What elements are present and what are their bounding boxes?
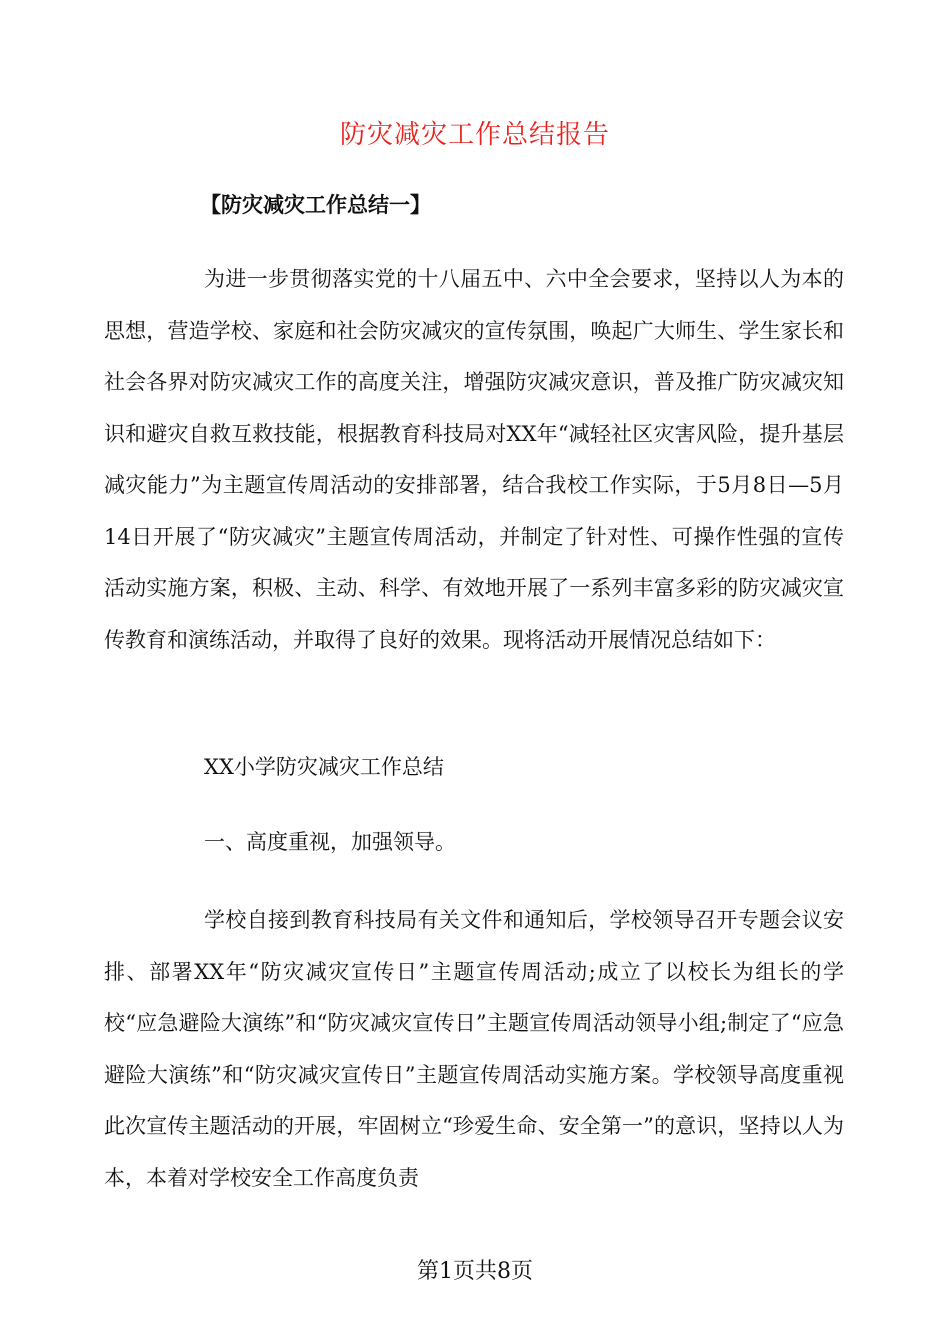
document-title: 防灾减灾工作总结报告 (339, 120, 610, 150)
subtitle: XX小学防灾减灾工作总结 (204, 755, 444, 779)
intro-paragraph: 为进一步贯彻落实党的十八届五中、六中全会要求，坚持以人为本的思想，营造学校、家庭和社会防灾减灾的宣传氛围，唤起广大师生、学生家长和社会各界对防灾减灾工作的高度关注，增强防灾减灾意识，普及推广防灾减灾知识和避灾自救互救技能，根据教育科技局对XX年“减轻社区灾害风险，提升基层减灾能力”为主题宣传周活动的安排部署，结合我校工作实际，于5月8日—5月14日开展了“防灾减灾”主题宣传周活动，并制定了针对性、可操作性强的宣传活动实施方案，积极、主动、科学、有效地开展了一系列丰富多彩的防灾减灾宣传教育和演练活动，并取得了良好的效果。现将活动开展情况总结如下： (104, 267, 844, 652)
point-one-heading: 一、高度重视，加强领导。 (204, 830, 456, 854)
point-one-paragraph: 学校自接到教育科技局有关文件和通知后，学校领导召开专题会议安排、部署XX年“防灾减灾宣传日”主题宣传周活动;成立了以校长为组长的学校“应急避险大演练”和“防灾减灾宣传日”主题宣传周活动领导小组;制定了“应急避险大演练”和“防灾减灾宣传日”主题宣传周活动实施方案。学校领导高度重视此次宣传主题活动的开展，牢固树立“珍爱生命、安全第一”的意识，坚持以人为本，本着对学校安全工作高度负责 (104, 908, 844, 1190)
page-indicator: 第1页共8页 (417, 1259, 533, 1284)
section-heading: 【防灾减灾工作总结一】 (200, 192, 431, 217)
